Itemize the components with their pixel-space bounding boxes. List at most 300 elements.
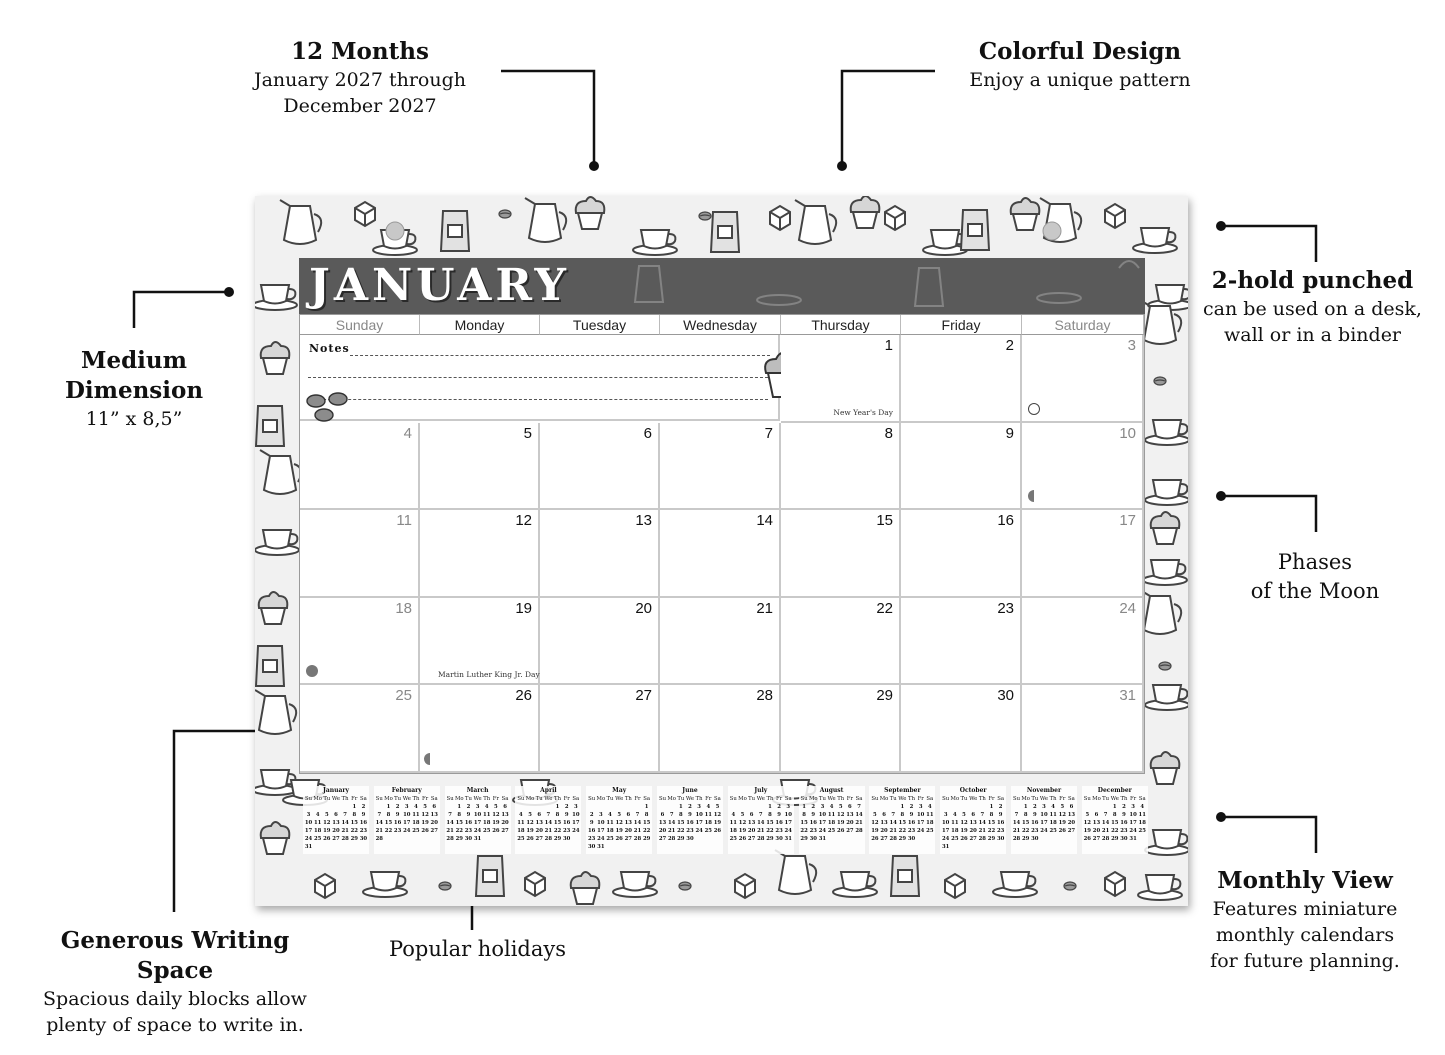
mini-weekday: Su: [517, 796, 525, 802]
mini-day: 6: [971, 812, 975, 818]
mini-day: [633, 843, 642, 851]
mini-weekday: Su: [446, 796, 454, 802]
mini-day: [624, 803, 633, 811]
mini-week-row: [799, 835, 865, 843]
mini-week-row: [303, 827, 369, 835]
mini-day: [384, 835, 393, 843]
mini-day: 17: [695, 820, 703, 826]
mini-day: 9: [688, 812, 692, 818]
mini-day: [978, 843, 987, 851]
day-number: 11: [396, 512, 412, 529]
mini-weekday: Th: [483, 796, 491, 802]
mini-weekday: Fr: [492, 796, 499, 802]
day-cell[interactable]: [901, 335, 1022, 423]
mini-day: 23: [1120, 828, 1128, 834]
mini-weekday: Su: [800, 796, 808, 802]
day-cell[interactable]: [1022, 510, 1144, 598]
mini-day: 15: [800, 820, 808, 826]
callout-12-months: [230, 37, 490, 119]
mini-day: 3: [573, 804, 578, 810]
mini-day: 29: [455, 836, 463, 842]
mini-weekday: Mo: [738, 796, 747, 802]
mini-day: 17: [572, 820, 580, 826]
day-cell[interactable]: [540, 598, 660, 686]
day-cell[interactable]: [300, 423, 420, 511]
mini-day: 13: [747, 820, 756, 826]
callout-desc: for future planning.: [1210, 950, 1400, 972]
mini-day: 14: [1101, 820, 1110, 826]
mini-weekday: Tu: [464, 796, 472, 802]
day-cell[interactable]: [1022, 685, 1144, 773]
mini-week-row: [374, 827, 440, 835]
day-number: 6: [643, 424, 652, 442]
mini-day: [704, 835, 713, 843]
mini-day: 13: [332, 820, 340, 826]
day-number: 17: [1119, 512, 1136, 529]
mini-day: 23: [996, 828, 1005, 834]
day-cell[interactable]: [781, 685, 901, 773]
mini-weekday: Th: [624, 796, 632, 802]
mini-day: 8: [678, 812, 683, 818]
mini-day: [941, 803, 950, 811]
mini-day: [969, 803, 978, 811]
weekday-header: Monday: [420, 315, 540, 335]
mini-day: 26: [738, 836, 747, 842]
mini-day: 26: [323, 836, 331, 842]
mini-weekday-row: [728, 795, 794, 803]
mini-day: 6: [334, 812, 338, 818]
mini-day: 16: [686, 820, 694, 826]
mini-weekday: Tu: [1031, 796, 1039, 802]
mini-week-row: [374, 819, 440, 827]
day-cell[interactable]: [781, 335, 901, 423]
mini-day: 3: [1131, 804, 1135, 810]
mini-week-row: [445, 827, 511, 835]
day-number: 9: [1005, 424, 1014, 442]
mini-day: 2: [998, 804, 1003, 810]
mini-day: [713, 835, 722, 843]
mini-day: [587, 803, 596, 811]
day-cell[interactable]: [660, 510, 781, 598]
mini-day: 11: [606, 820, 614, 826]
mini-day: 23: [359, 828, 368, 834]
mini-day: 13: [846, 812, 854, 818]
day-cell[interactable]: [300, 685, 420, 773]
mini-day: 11: [704, 812, 712, 818]
callout-desc: Popular holidays: [388, 937, 567, 961]
mini-week-row: [940, 819, 1006, 827]
day-cell[interactable]: [540, 423, 660, 511]
mini-day: [658, 803, 667, 811]
mini-day: 17: [916, 820, 925, 826]
mini-weekday: Mo: [879, 796, 889, 802]
mini-day: 8: [555, 812, 560, 818]
callout-title: Medium: [81, 347, 187, 374]
mini-week-row: [799, 803, 865, 811]
day-cell[interactable]: [1022, 423, 1144, 511]
mini-week-row: [869, 819, 935, 827]
mini-day: 10: [1040, 812, 1048, 818]
day-number: 12: [515, 512, 532, 529]
mini-weekday: Su: [658, 796, 667, 802]
mini-day: 18: [313, 828, 322, 834]
mini-day: 25: [517, 836, 525, 842]
mini-weekday: Th: [978, 796, 986, 802]
mini-day: [501, 835, 510, 843]
callout-writing-space: [20, 926, 330, 1038]
mini-day: [667, 803, 676, 811]
mini-day: 9: [564, 812, 569, 818]
mini-day: [960, 843, 969, 851]
mini-day: [950, 843, 959, 851]
mini-day: 8: [386, 812, 391, 818]
callout-desc: wall or in a binder: [1223, 324, 1402, 346]
mini-day: 13: [1092, 820, 1101, 826]
mini-day: 24: [818, 828, 827, 834]
mini-day: 8: [900, 812, 905, 818]
mini-day: 23: [393, 828, 402, 834]
mini-day: 20: [430, 820, 438, 826]
mini-week-row: [728, 835, 794, 843]
mini-day: 18: [827, 820, 836, 826]
mini-weekday: Fr: [563, 796, 570, 802]
new-moon-icon: [306, 665, 318, 677]
day-number: 4: [403, 424, 412, 442]
mini-day: [1058, 835, 1067, 843]
mini-day: 16: [809, 820, 817, 826]
mini-day: 22: [1021, 828, 1030, 834]
mini-day: 4: [927, 804, 932, 810]
mini-day: 11: [951, 820, 959, 826]
mini-weekday: Th: [1120, 796, 1128, 802]
mini-day: 27: [535, 836, 543, 842]
day-cell[interactable]: [781, 423, 901, 511]
mini-weekday: Sa: [643, 796, 651, 802]
mini-day: 18: [483, 820, 491, 826]
day-cell[interactable]: [420, 423, 540, 511]
mini-day: [615, 803, 624, 811]
mini-week-row: [799, 827, 865, 835]
mini-day: 28: [667, 836, 676, 842]
mini-day: 17: [1040, 820, 1048, 826]
day-cell[interactable]: [420, 598, 540, 686]
mini-day: 12: [738, 820, 747, 826]
day-number: 14: [756, 512, 773, 529]
mini-month-name: October: [959, 787, 987, 794]
mini-weekday: Tu: [535, 796, 543, 802]
mini-day: 26: [713, 828, 722, 834]
mini-calendar: [515, 786, 581, 854]
day-cell[interactable]: [300, 510, 420, 598]
day-cell[interactable]: [781, 510, 901, 598]
mini-week-row: [445, 811, 511, 819]
mini-day: 15: [350, 820, 358, 826]
mini-day: 10: [942, 820, 950, 826]
mini-day: 13: [624, 820, 632, 826]
mini-weekday: Fr: [421, 796, 429, 802]
weekday-header: Sunday: [300, 315, 420, 335]
notes-area[interactable]: [300, 335, 780, 421]
mini-day: 25: [606, 836, 614, 842]
mini-weekday: Fr: [1059, 796, 1066, 802]
mini-day: 7: [1014, 812, 1019, 818]
mini-week-row: [940, 827, 1006, 835]
mini-day: 6: [882, 812, 886, 818]
mini-weekday: Sa: [1068, 796, 1075, 802]
mini-day: [969, 843, 978, 851]
mini-week-row: [303, 819, 369, 827]
day-cell[interactable]: [660, 685, 781, 773]
mini-day: 4: [706, 804, 711, 810]
mini-day: 28: [757, 836, 765, 842]
day-number: 20: [635, 599, 652, 617]
mini-day: 20: [658, 828, 667, 834]
mini-day: 21: [341, 828, 349, 834]
mini-day: 12: [526, 820, 534, 826]
mini-weekday: Sa: [997, 796, 1005, 802]
mini-day: 26: [615, 836, 623, 842]
day-cell[interactable]: [420, 510, 540, 598]
mini-day: 18: [1138, 820, 1146, 826]
mini-day: 6: [626, 812, 631, 818]
day-cell[interactable]: [300, 598, 420, 686]
mini-weekday: Mo: [596, 796, 606, 802]
mini-day: 11: [827, 812, 836, 818]
mini-day: 20: [969, 828, 977, 834]
mini-day: 2: [395, 804, 400, 810]
day-cell[interactable]: [901, 510, 1022, 598]
mini-day: 16: [359, 820, 368, 826]
mini-calendar: [1011, 786, 1077, 854]
mini-day: 22: [642, 828, 651, 834]
notes-line: [308, 377, 768, 378]
day-number: 3: [1127, 337, 1136, 354]
mini-week-row: [586, 803, 652, 811]
mini-day: 9: [811, 812, 816, 818]
mini-day: [331, 843, 340, 851]
mini-day: 9: [1032, 812, 1037, 818]
mini-day: [1083, 803, 1092, 811]
mini-day: 20: [535, 828, 543, 834]
callout-desc: Enjoy a unique pattern: [969, 69, 1191, 91]
mini-weekday: Th: [554, 796, 561, 802]
callout-title: Monthly View: [1217, 867, 1393, 894]
mini-day: 16: [996, 820, 1005, 826]
mini-day: 1: [1112, 804, 1117, 810]
day-number: 23: [997, 599, 1014, 617]
day-number: 21: [756, 599, 773, 617]
day-cell[interactable]: [781, 598, 901, 686]
mini-day: [322, 803, 331, 811]
mini-day: 17: [818, 820, 827, 826]
mini-day: 25: [951, 836, 959, 842]
mini-day: 26: [526, 836, 534, 842]
mini-day: 24: [916, 828, 925, 834]
mini-day: [1049, 835, 1058, 843]
mini-day: 27: [880, 836, 888, 842]
mini-day: 20: [880, 828, 888, 834]
mini-day: 10: [784, 812, 792, 818]
mini-day: 26: [1058, 828, 1066, 834]
mini-day: 14: [1012, 820, 1021, 826]
day-cell[interactable]: [660, 598, 781, 686]
mini-weekday: Fr: [988, 796, 995, 802]
day-cell[interactable]: [660, 423, 781, 511]
mini-day: 23: [562, 828, 571, 834]
mini-weekday-row: [1082, 795, 1148, 803]
mini-day: [491, 835, 500, 843]
mini-day: 30: [588, 844, 596, 850]
mini-day: 17: [942, 828, 950, 834]
mini-day: [633, 803, 642, 811]
mini-week-row: [445, 803, 511, 811]
mini-day: 6: [749, 812, 754, 818]
mini-day: 1: [802, 804, 806, 810]
mini-week-row: [303, 811, 369, 819]
mini-day: [987, 843, 996, 851]
mini-day: 28: [978, 836, 986, 842]
mini-day: [304, 803, 313, 811]
mini-week-row: [940, 835, 1006, 843]
mini-weekday: Tu: [748, 796, 756, 802]
mini-weekday: Sa: [430, 796, 438, 802]
mini-day: 27: [969, 836, 977, 842]
day-cell[interactable]: [901, 598, 1022, 686]
mini-week-row: [303, 843, 369, 851]
mini-day: 13: [430, 812, 438, 818]
mini-day: 9: [589, 820, 594, 826]
mini-weekday-row: [869, 795, 935, 803]
mini-day: 11: [926, 812, 934, 818]
mini-day: [535, 803, 544, 811]
mini-day: 2: [1122, 804, 1126, 810]
mini-day: 8: [989, 812, 994, 818]
day-cell[interactable]: [901, 423, 1022, 511]
mini-weekday: We: [615, 796, 624, 802]
mini-day: 10: [916, 812, 925, 818]
mini-month-name: December: [1097, 787, 1132, 794]
mini-day: 20: [1067, 820, 1076, 826]
mini-day: 9: [395, 812, 400, 818]
mini-month-name: April: [540, 787, 557, 794]
mini-weekday: Fr: [634, 796, 641, 802]
mini-week-row: [303, 835, 369, 843]
day-number: 24: [1119, 599, 1136, 617]
mini-day: [642, 843, 651, 851]
mini-day: 30: [359, 836, 368, 842]
mini-day: 1: [386, 804, 391, 810]
mini-day: 11: [729, 820, 737, 826]
mini-day: 25: [926, 828, 934, 834]
mini-day: 13: [658, 820, 667, 826]
full-moon-icon: [1028, 403, 1040, 415]
mini-day: 11: [1138, 812, 1146, 818]
mini-day: 21: [1101, 828, 1110, 834]
mini-day: 15: [766, 820, 774, 826]
mini-week-row: [869, 803, 935, 811]
month-banner: [299, 258, 1145, 314]
mini-day: 30: [996, 836, 1005, 842]
mini-day: 21: [446, 828, 454, 834]
mini-day: 31: [304, 844, 313, 850]
mini-day: 8: [1023, 812, 1028, 818]
mini-day: 25: [313, 836, 322, 842]
mini-day: 27: [332, 836, 340, 842]
last-moon-icon: [424, 753, 436, 765]
mini-day: 18: [606, 828, 614, 834]
mini-day: 13: [535, 820, 543, 826]
mini-day: 3: [599, 812, 603, 818]
mini-weekday: We: [1039, 796, 1049, 802]
mini-day: 25: [1138, 828, 1146, 834]
mini-calendar: [657, 786, 723, 854]
mini-day: 20: [332, 828, 340, 834]
mini-day: [393, 835, 402, 843]
day-cell[interactable]: [420, 685, 540, 773]
mini-day: 4: [484, 804, 489, 810]
mini-month-name: November: [1026, 787, 1062, 794]
mini-day: 5: [528, 812, 532, 818]
mini-day: 3: [918, 804, 923, 810]
callout-monthly-view: [1195, 866, 1415, 974]
mini-day: 3: [697, 804, 701, 810]
month-grid: [299, 314, 1145, 774]
mini-weekday-row: [586, 795, 652, 803]
mini-day: 10: [304, 820, 313, 826]
day-cell[interactable]: [1022, 335, 1144, 423]
mini-day: 26: [837, 828, 845, 834]
mini-weekday: Mo: [384, 796, 393, 802]
mini-day: 19: [323, 828, 331, 834]
callout-moon-phases: [1210, 548, 1420, 606]
mini-week-row: [1082, 835, 1148, 843]
mini-day: 11: [412, 812, 420, 818]
day-number: 25: [395, 687, 412, 704]
day-cell[interactable]: [901, 685, 1022, 773]
mini-week-row: [1011, 803, 1077, 811]
mini-day: 5: [873, 812, 877, 818]
mini-day: 17: [1129, 820, 1137, 826]
mini-day: 7: [980, 812, 985, 818]
mini-day: 25: [1049, 828, 1057, 834]
mini-day: 17: [403, 820, 411, 826]
mini-day: 21: [855, 820, 863, 826]
day-number: 2: [1005, 337, 1014, 354]
mini-day: 18: [729, 828, 737, 834]
mini-day: 12: [492, 812, 500, 818]
callout-desc: January 2027 through: [253, 69, 467, 91]
mini-day: 9: [361, 812, 366, 818]
day-cell[interactable]: [540, 510, 660, 598]
mini-day: 3: [475, 804, 480, 810]
day-cell[interactable]: [540, 685, 660, 773]
mini-weekday: We: [473, 796, 482, 802]
mini-weekday: Th: [837, 796, 845, 802]
mini-day: [925, 835, 934, 843]
mini-week-row: [728, 811, 794, 819]
mini-weekday: Mo: [525, 796, 535, 802]
mini-day: 17: [784, 820, 792, 826]
mini-day: 1: [1023, 804, 1028, 810]
mini-day: [1039, 835, 1048, 843]
mini-weekday: Th: [695, 796, 703, 802]
mini-day: 12: [421, 812, 429, 818]
mini-day: 19: [738, 828, 747, 834]
mini-day: 21: [633, 828, 642, 834]
mini-day: 16: [393, 820, 402, 826]
mini-day: 28: [544, 836, 553, 842]
day-cell[interactable]: [1022, 598, 1144, 686]
